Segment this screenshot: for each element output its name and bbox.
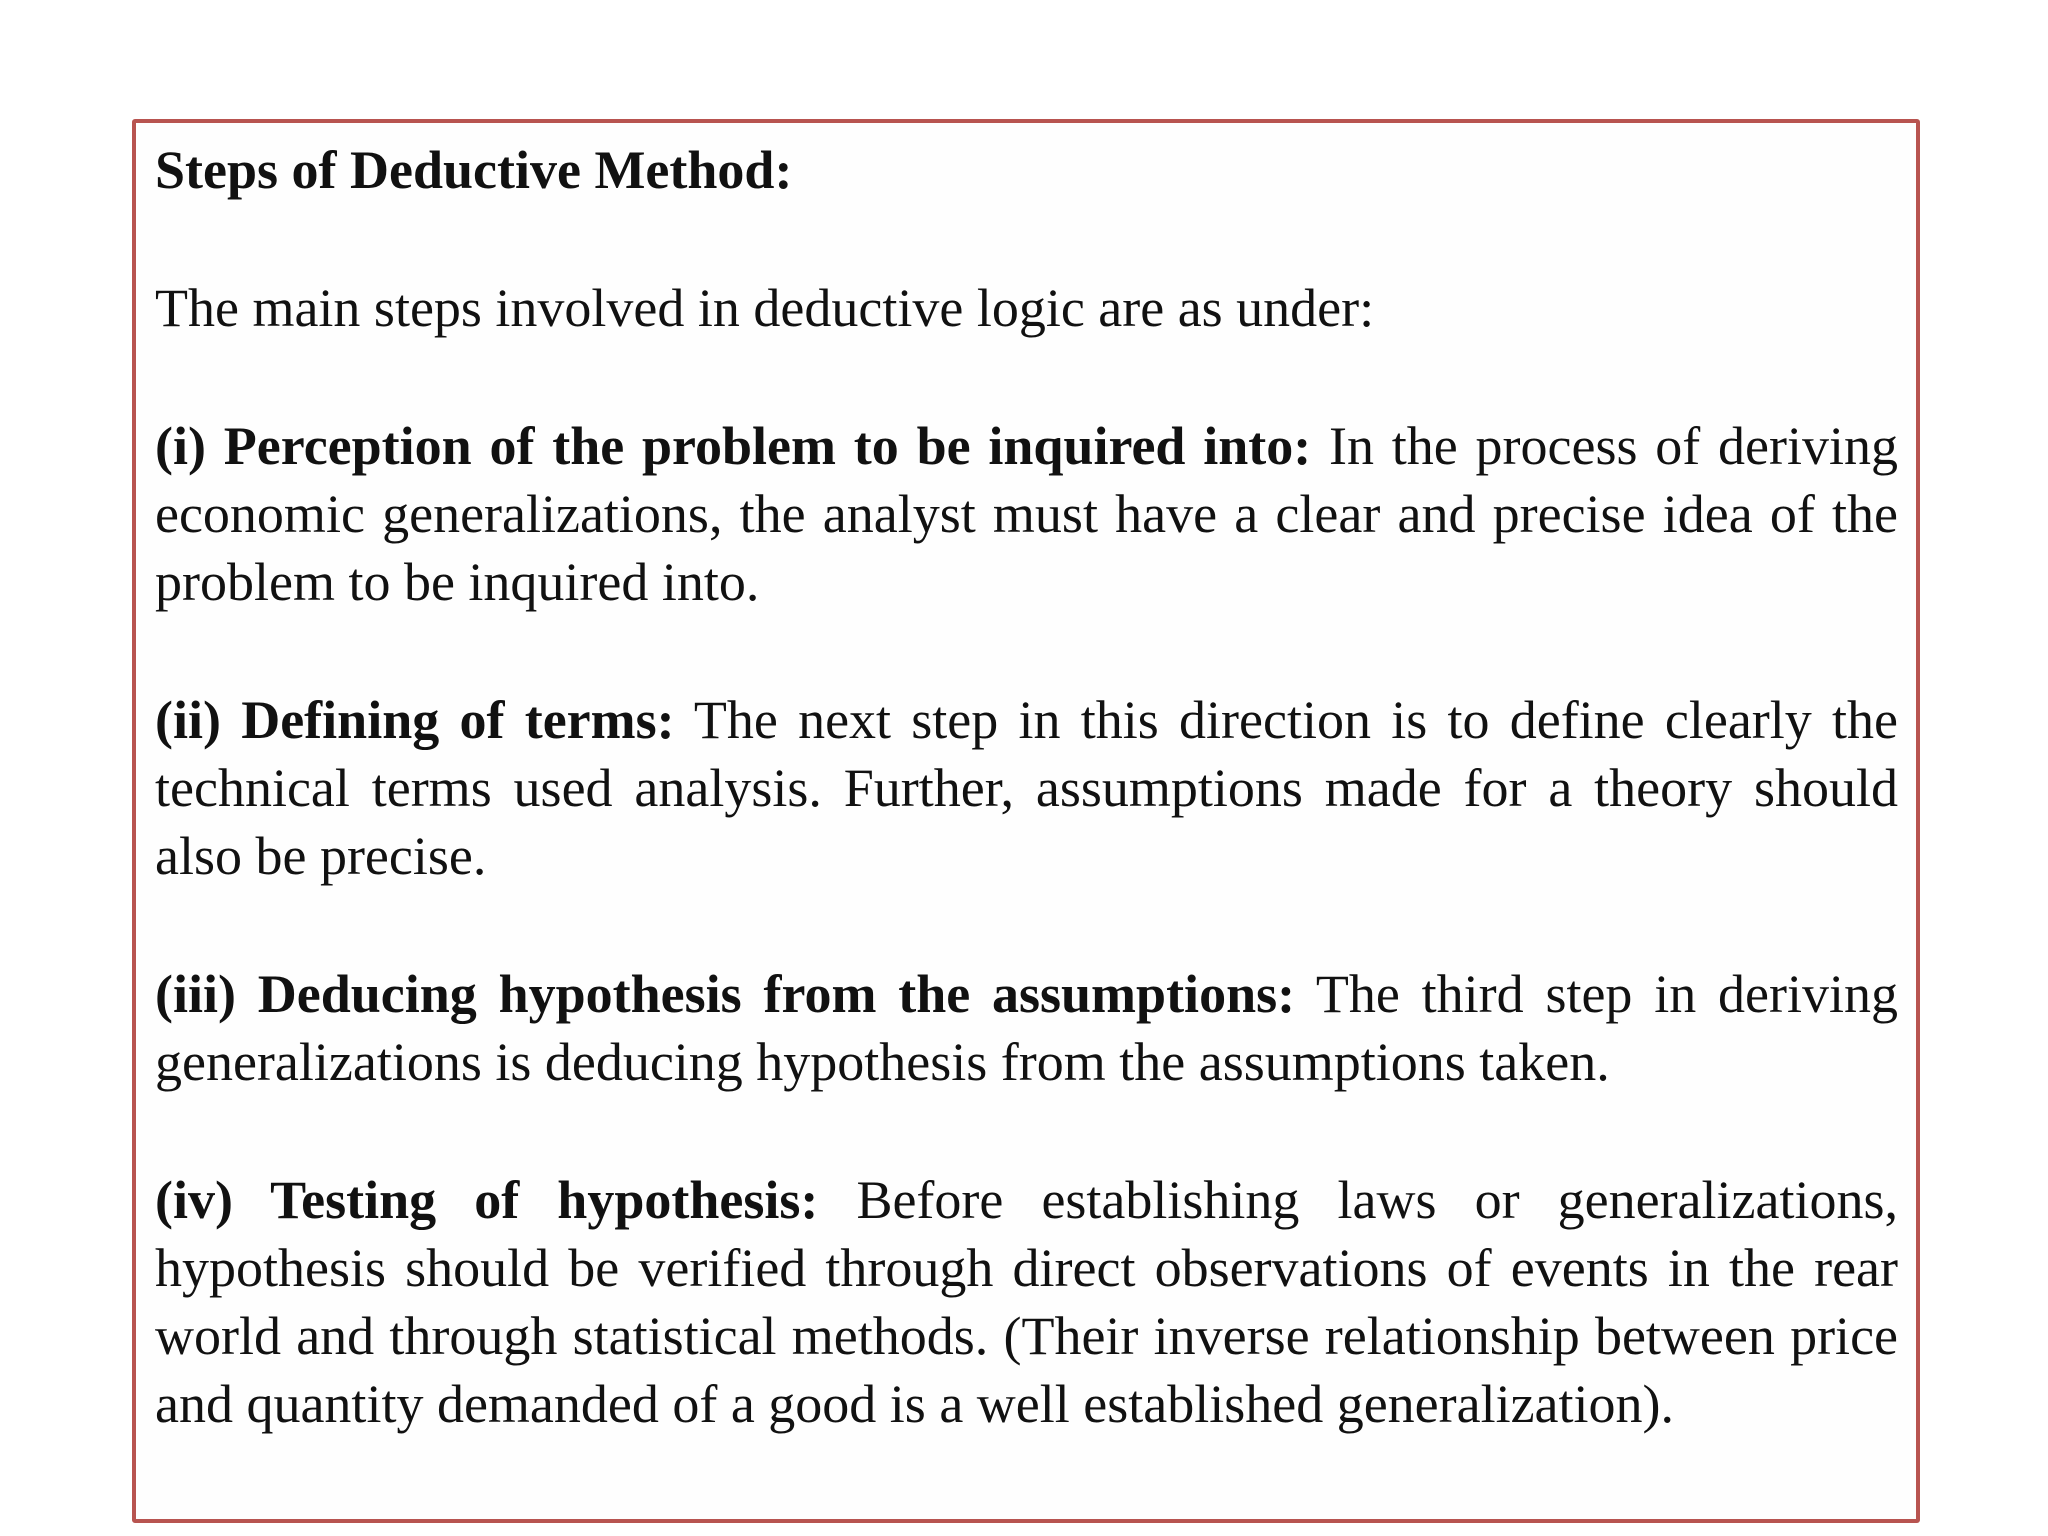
document-content [155, 136, 1898, 1438]
step-title-3: (iii) Deducing hypothesis from the assumptions: [155, 964, 1296, 1024]
step-title-2: (ii) Defining of terms: [155, 690, 675, 750]
step-text-4: Before establishing laws or generalizations, hypothesis should be verified through direct observations of events in the rear world and through statistical methods. (Their inverse relationship between price and quantity demanded of a good is a well established generalization). [155, 1170, 1898, 1434]
document-heading: Steps of Deductive Method: [155, 140, 793, 200]
step-paragraph-3 [155, 960, 1898, 1096]
intro-paragraph: The main steps involved in deductive logic are as under: [155, 278, 1375, 338]
step-title-4: (iv) Testing of hypothesis: [155, 1170, 819, 1230]
step-paragraph-2 [155, 686, 1898, 890]
step-title-1: (i) Perception of the problem to be inquired into: [155, 416, 1312, 476]
step-text-2: The next step in this direction is to define clearly the technical terms used analysis. Further, assumptions made for a theory should also be precise. [155, 690, 1898, 886]
step-paragraph-1 [155, 412, 1898, 616]
step-paragraph-4 [155, 1166, 1898, 1438]
step-text-3: The third step in deriving generalizations is deducing hypothesis from the assumptions taken. [155, 964, 1898, 1092]
step-text-1: In the process of deriving economic generalizations, the analyst must have a clear and precise idea of the problem to be inquired into. [155, 416, 1898, 612]
